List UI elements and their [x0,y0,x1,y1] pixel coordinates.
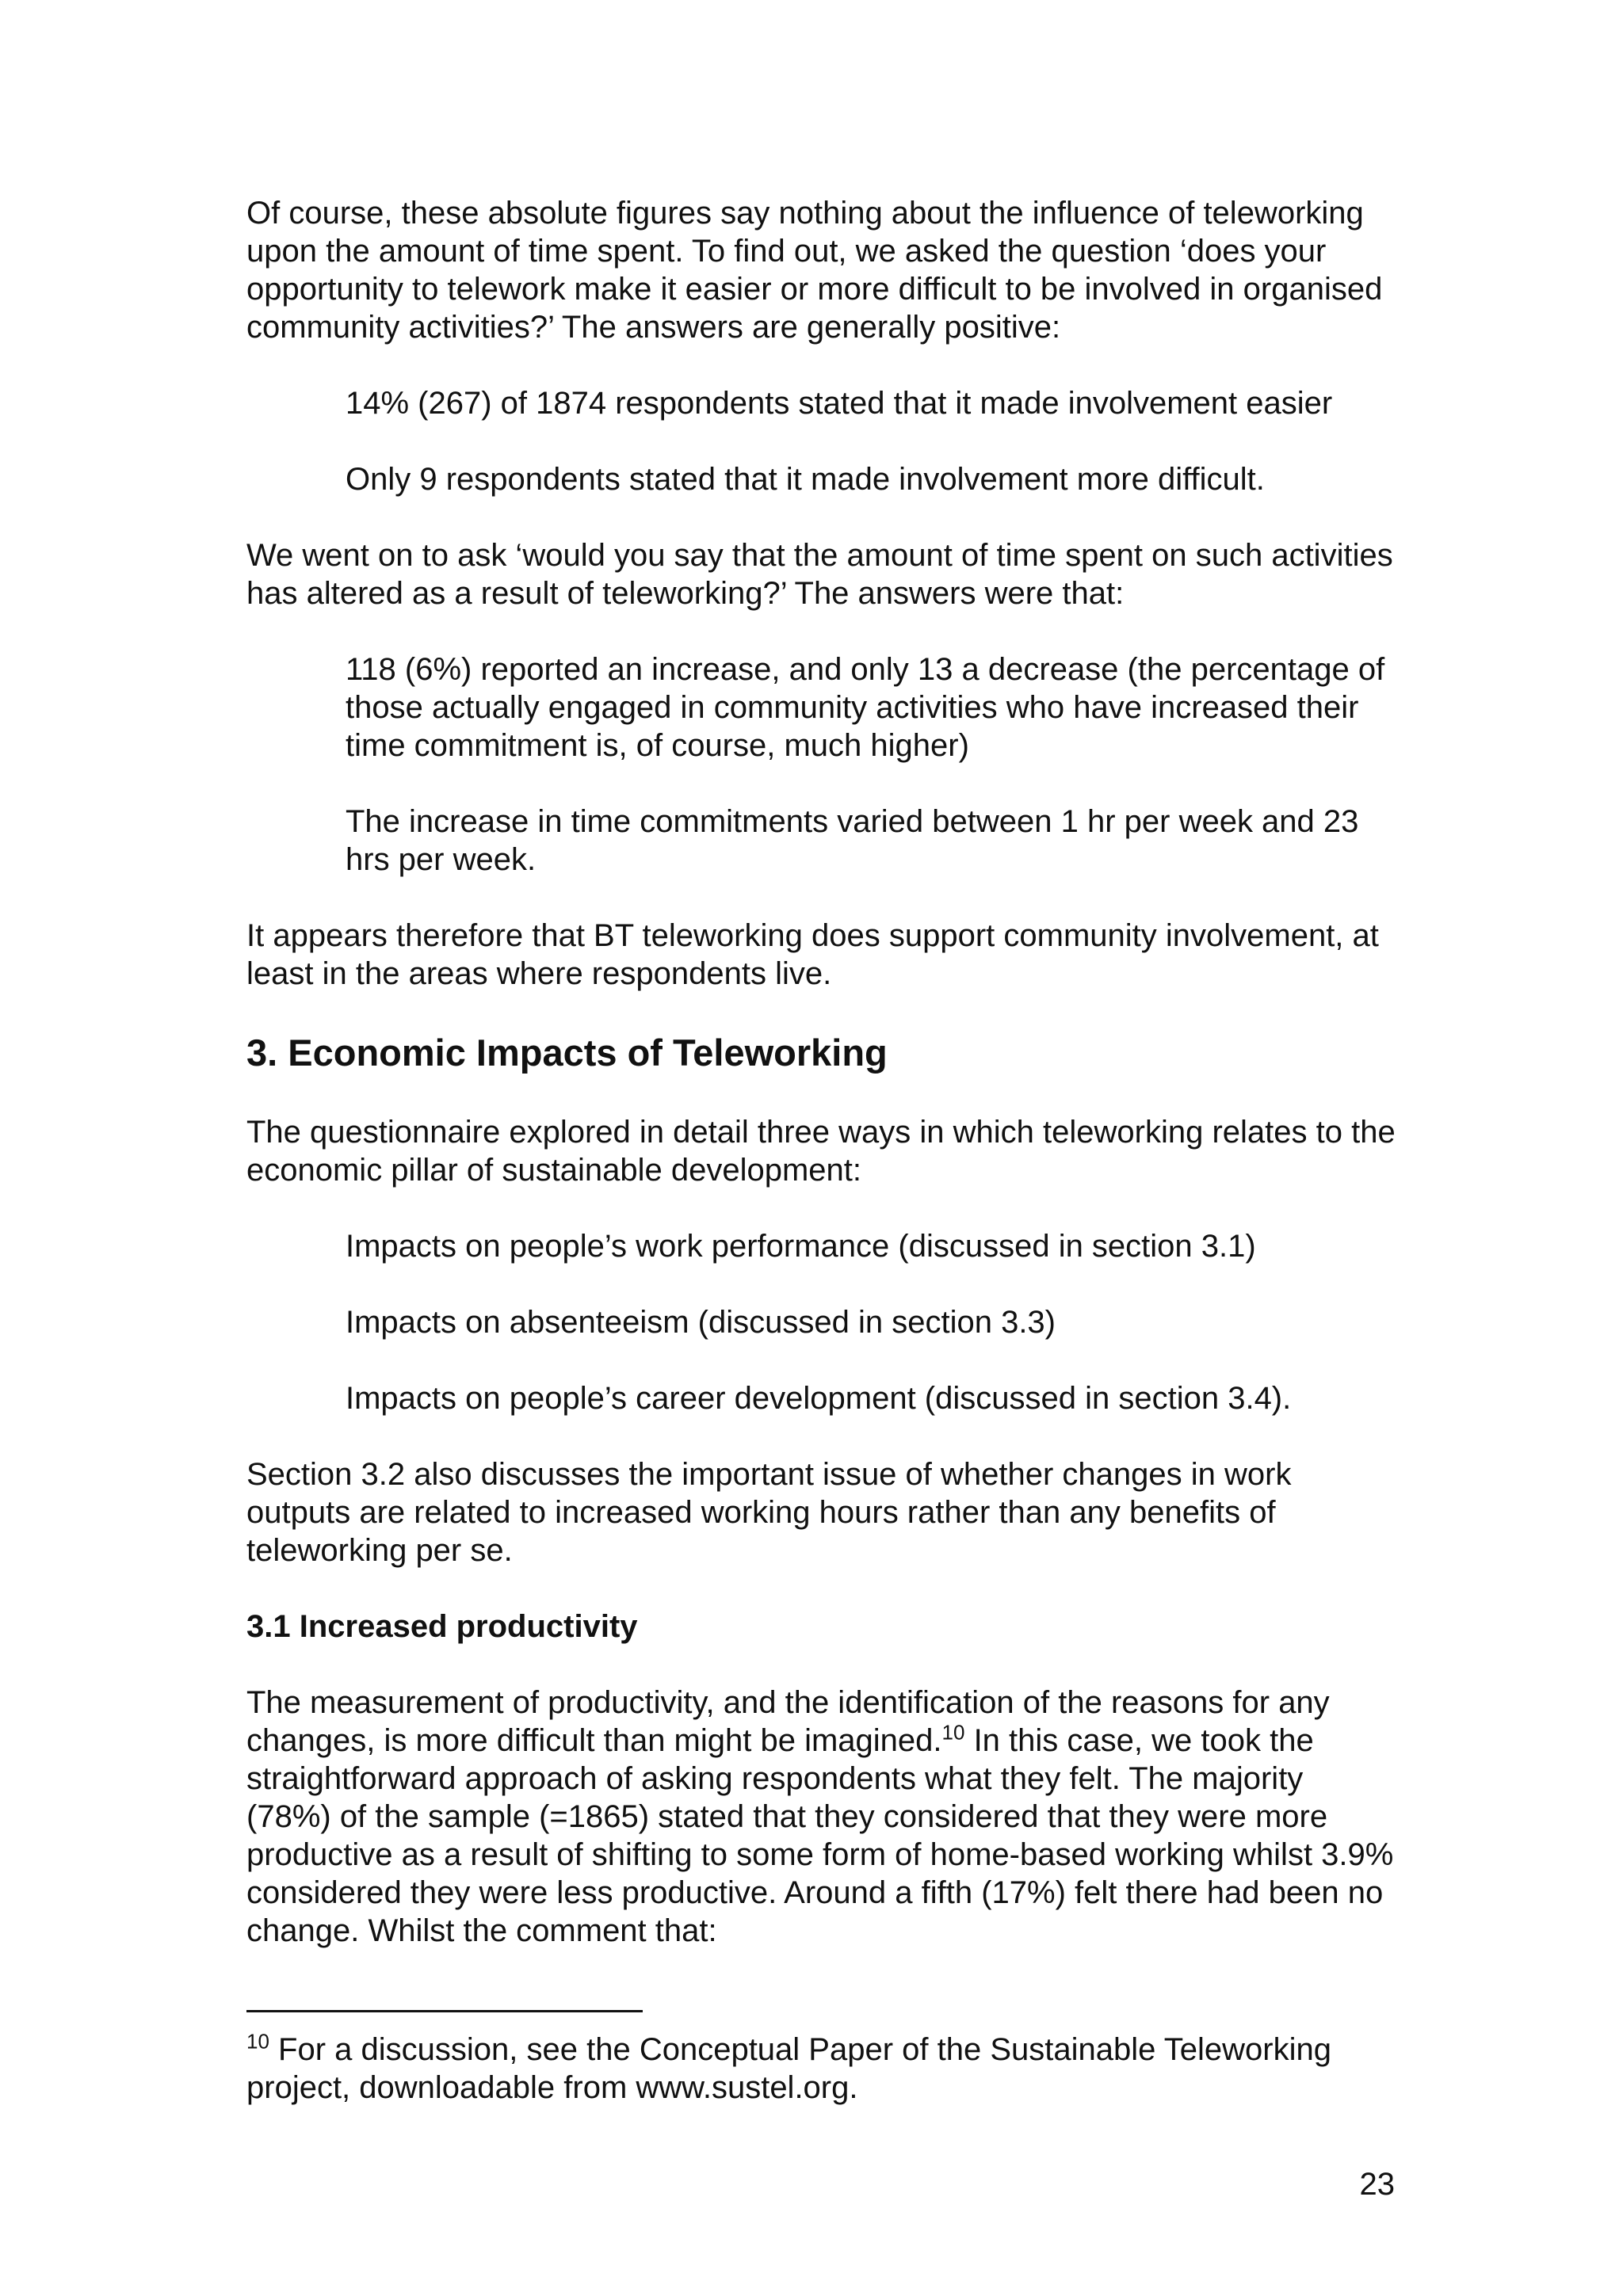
footnote-text: For a discussion, see the Conceptual Paper of the Sustainable Teleworking project, downloadable from www.sustel.org. [246,2032,1331,2105]
section-3-1-text-b: In this case, we took the straightforward approach of asking respondents what they felt. The majority (78%) of the sample (=1865) stated that they considered that they were more productive as a result of shifting to some form of home-based working whilst 3.9% considered they were less productive. Around a fifth (17%) felt there had been no change. Whilst the comment that: [246,1723,1394,1948]
footnote-number: 10 [246,2029,269,2054]
section-3-intro: The questionnaire explored in detail three ways in which teleworking relates to the economic pillar of sustainable development: [246,1115,1396,1188]
section-3-note: Section 3.2 also discusses the important issue of whether changes in work outputs are related to increased working hours rather than any benefits of teleworking per se. [246,1457,1292,1568]
footnote-divider [246,2010,643,2012]
page-body [246,194,1396,1950]
section-3-1-paragraph [246,1684,1396,1950]
impact-item-career: Impacts on people’s career development (discussed in section 3.4). [346,1381,1292,1416]
section-3-1-heading: 3.1 Increased productivity [246,1609,638,1644]
paragraph-conclusion: It appears therefore that BT teleworking does support community involvement, at least in the areas where respondents live. [246,918,1379,991]
paragraph-influence: Of course, these absolute figures say nothing about the influence of teleworking upon the amount of time spent. To find out, we asked the question ‘does your opportunity to telework make it easier or more difficult to be involved in organised community activities?’ The answers are generally positive: [246,196,1383,345]
result-difficult: Only 9 respondents stated that it made involvement more difficult. [346,462,1265,497]
section-3-1-text-a: The measurement of productivity, and the identification of the reasons for any changes, is more difficult than might be imagined. [246,1685,1330,1758]
footnote [246,2031,1396,2107]
impact-item-work-performance: Impacts on people’s work performance (discussed in section 3.1) [346,1229,1256,1264]
page-number: 23 [1359,2167,1395,2202]
result-easier: 14% (267) of 1874 respondents stated that it made involvement easier [346,386,1333,421]
result-increase: 118 (6%) reported an increase, and only 13 a decrease (the percentage of those actually engaged in community activities who have increased their time commitment is, of course, much higher) [346,652,1385,763]
paragraph-time-altered: We went on to ask ‘would you say that the amount of time spent on such activities has altered as a result of teleworking?’ The answers were that: [246,538,1393,611]
result-time-range: The increase in time commitments varied between 1 hr per week and 23 hrs per week. [346,804,1359,877]
section-3-heading: 3. Economic Impacts of Teleworking [246,1032,888,1074]
impact-item-absenteeism: Impacts on absenteeism (discussed in section 3.3) [346,1305,1056,1340]
footnote-reference[interactable]: 10 [941,1720,965,1745]
